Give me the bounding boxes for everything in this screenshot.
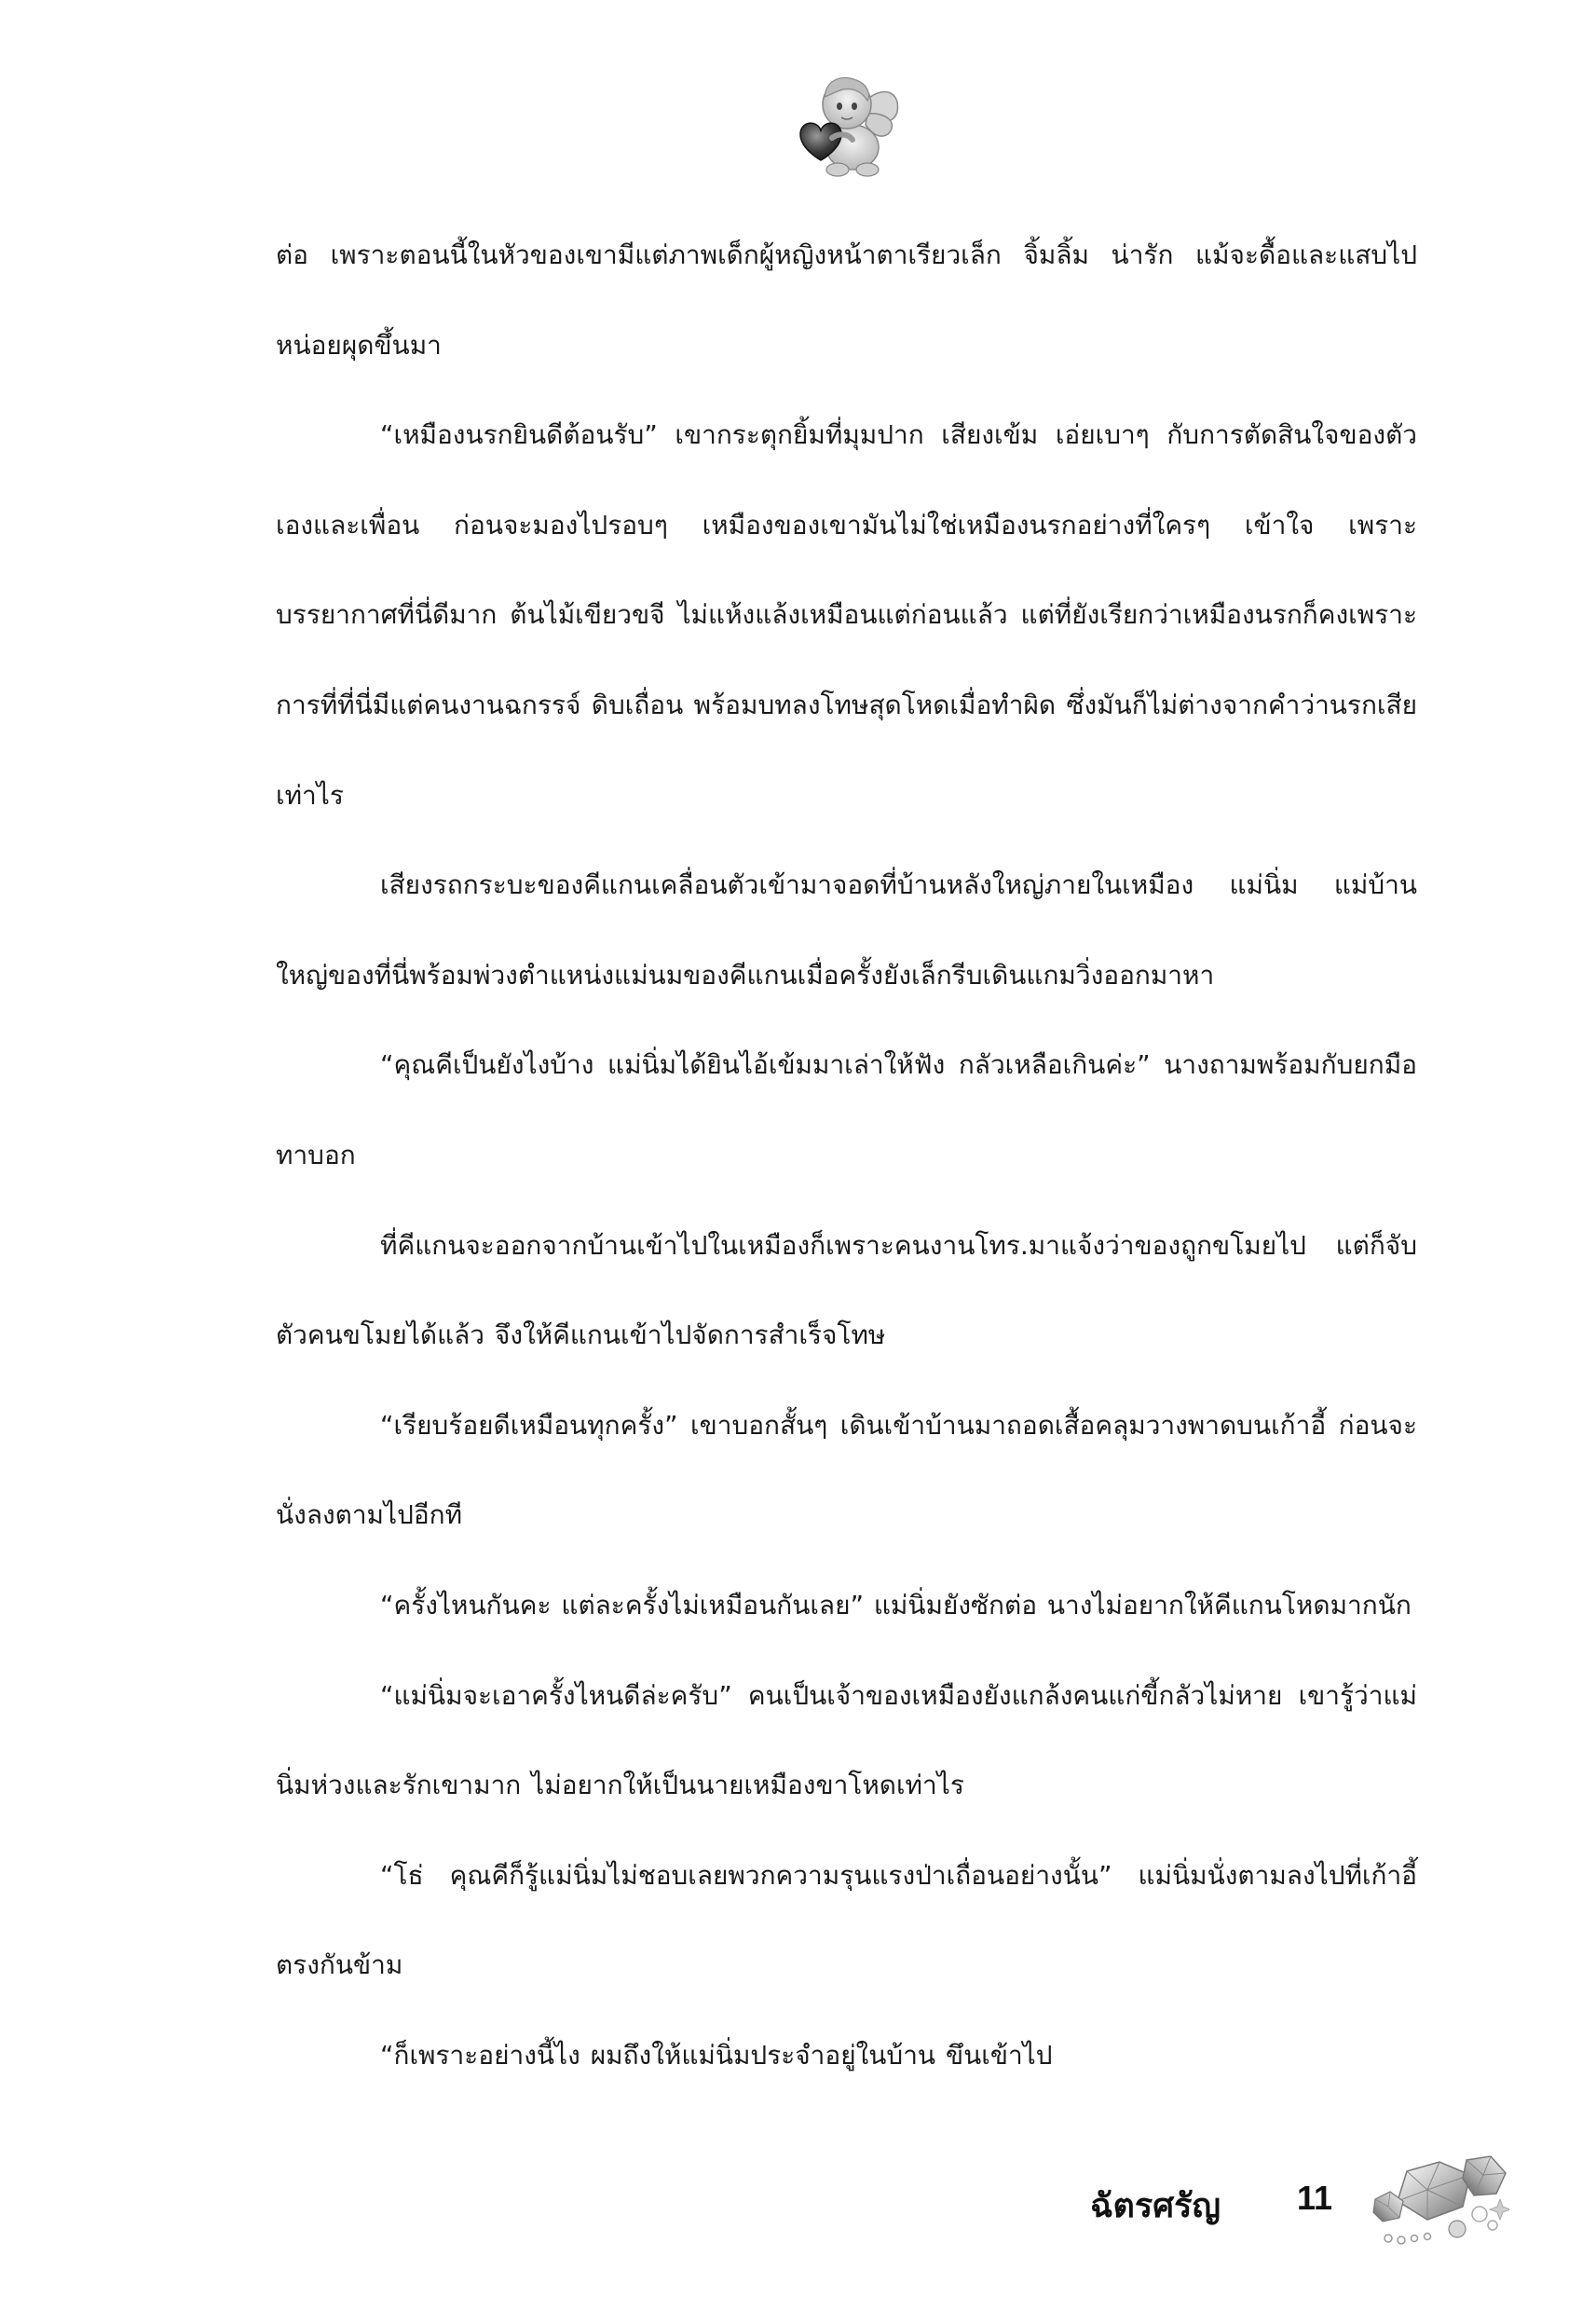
paragraph: “แม่นิ่มจะเอาครั้งไหนดีล่ะครับ” คนเป็นเจ้าของเหมืองยังแกล้งคนแก่ขี้กลัวไม่หาย เขารู้ว่าแม่นิ่มห่วงและรักเขามาก ไม่อยากให้เป็นนายเหมืองขาโหดเท่าไร (276, 1679, 1417, 1801)
paragraph: ที่คีแกนจะออกจากบ้านเข้าไปในเหมืองก็เพราะคนงานโทร.มาแจ้งว่าของถูกขโมยไป แต่ก็จับตัวคนขโมยได้แล้ว จึงให้คีแกนเข้าไปจัดการสำเร็จโทษ (276, 1229, 1417, 1351)
paragraph: “เหมืองนรกยินดีต้อนรับ” เขากระตุกยิ้มที่มุมปาก เสียงเข้ม เอ่ยเบาๆ กับการตัดสินใจของตัวเองและเพื่อน ก่อนจะมองไปรอบๆ เหมืองของเขามันไม่ใช่เหมืองนรกอย่างที่ใครๆ เข้าใจ เพราะบรรยากาศที่นี่ดีมาก ต้นไม้เขียวขจี ไม่แห้งแล้งเหมือนแต่ก่อนแล้ว แต่ที่ยังเรียกว่าเหมืองนรกก็คงเพราะการที่ที่นี่มีแต่คนงานฉกรรจ์ ดิบเถื่อน พร้อมบทลงโทษสุดโหดเมื่อทำผิด ซึ่งมันก็ไม่ต่างจากคำว่านรกเสียเท่าไร (276, 419, 1417, 811)
cupid-with-heart-icon (778, 65, 908, 186)
paragraph: “คุณคีเป็นยังไงบ้าง แม่นิ่มได้ยินไอ้เข้มมาเล่าให้ฟัง กลัวเหลือเกินค่ะ” นางถามพร้อมกับยกมือทาบอก (276, 1049, 1417, 1170)
diamond-gems-icon (1370, 2153, 1509, 2250)
story-text (276, 211, 1417, 2100)
page-number: 11 (1297, 2179, 1333, 2217)
paragraph: ต่อ เพราะตอนนี้ในหัวของเขามีแต่ภาพเด็กผู้หญิงหน้าตาเรียวเล็ก จิ้มลิ้ม น่ารัก แม้จะดื้อและแสบไปหน่อยผุดขึ้นมา (276, 239, 1417, 361)
paragraph: “ครั้งไหนกันคะ แต่ละครั้งไม่เหมือนกันเลย” แม่นิ่มยังซักต่อ นางไม่อยากให้คีแกนโหดมากนัก (380, 1589, 1412, 1620)
paragraph: เสียงรถกระบะของคีแกนเคลื่อนตัวเข้ามาจอดที่บ้านหลังใหญ่ภายในเหมือง แม่นิ่ม แม่บ้านใหญ่ของที่นี่พร้อมพ่วงตำแหน่งแม่นมของคีแกนเมื่อครั้งยังเล็กรีบเดินแกมวิ่งออกมาหา (276, 869, 1417, 991)
paragraph: “เรียบร้อยดีเหมือนทุกครั้ง” เขาบอกสั้นๆ เดินเข้าบ้านมาถอดเสื้อคลุมวางพาดบนเก้าอี้ ก่อนจะนั่งลงตามไปอีกที (276, 1409, 1417, 1531)
paragraph: “ก็เพราะอย่างนี้ไง ผมถึงให้แม่นิ่มประจำอยู่ในบ้าน ขึนเข้าไป (380, 2039, 1053, 2071)
page-footer (1090, 2162, 1519, 2264)
author-name: ฉัตรศรัญ (1090, 2187, 1221, 2225)
paragraph: “โธ่ คุณคีก็รู้แม่นิ่มไม่ชอบเลยพวกความรุนแรงป่าเถื่อนอย่างนั้น” แม่นิ่มนั่งตามลงไปที่เก้าอี้ตรงกันข้าม (276, 1859, 1417, 1981)
